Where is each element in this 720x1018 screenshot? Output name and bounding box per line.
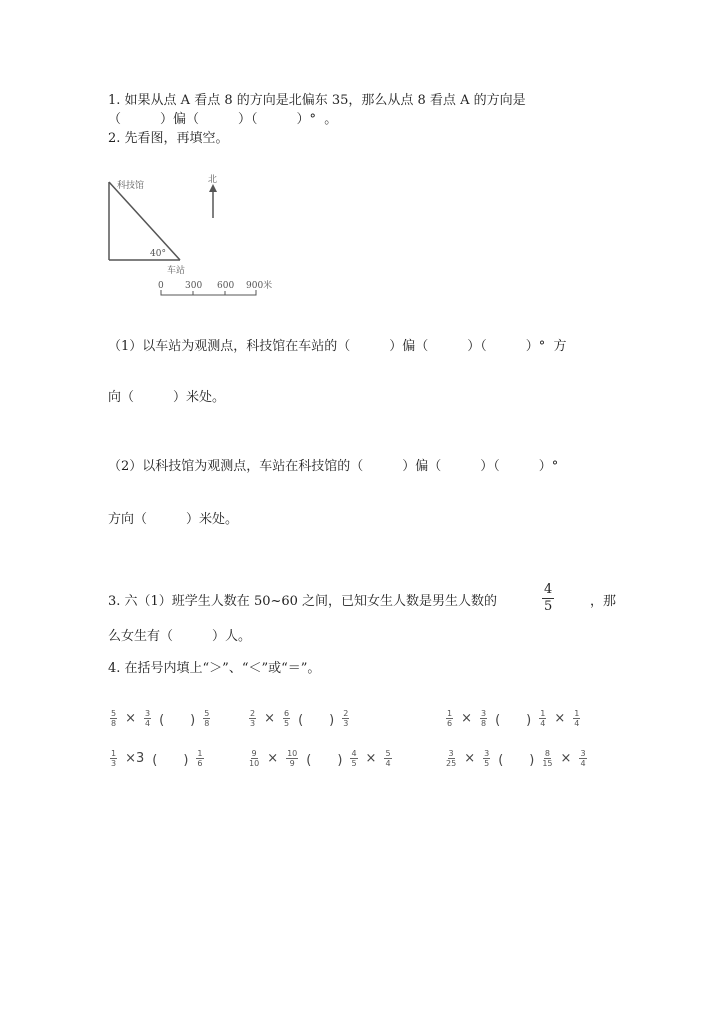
- denominator: 25: [446, 759, 457, 768]
- numerator: 5: [111, 709, 117, 718]
- q4-title: 4. 在括号内填上“＞”、“＜”或“＝”。: [108, 661, 321, 676]
- answer-blank[interactable]: ( ): [159, 713, 196, 728]
- fraction: [446, 749, 456, 768]
- denominator: 4: [574, 719, 580, 728]
- denominator: 4: [385, 759, 391, 768]
- comparison-item: [106, 709, 214, 728]
- denominator: 4: [540, 719, 546, 728]
- denominator: 5: [544, 599, 553, 614]
- numerator: 5: [385, 749, 391, 758]
- fraction: [573, 709, 580, 728]
- fraction: [144, 709, 151, 728]
- denominator: 5: [284, 719, 290, 728]
- times-sign: ×: [554, 711, 566, 726]
- comparison-item: [106, 749, 208, 768]
- fraction: [579, 749, 586, 768]
- times-sign: ×: [461, 711, 472, 726]
- fraction: [384, 749, 391, 768]
- answer-blank[interactable]: ( ): [306, 753, 343, 768]
- fraction: [539, 709, 546, 728]
- denominator: 3: [111, 759, 117, 768]
- answer-blank[interactable]: ( ): [495, 713, 532, 728]
- fraction: [249, 749, 259, 768]
- fraction: [342, 709, 349, 728]
- station-label: 车站: [167, 266, 186, 276]
- north-label: 北: [208, 175, 218, 185]
- direction-diagram: [105, 170, 305, 300]
- denominator: 8: [111, 719, 117, 728]
- answer-blank[interactable]: ( ): [298, 713, 335, 728]
- numerator: 3: [481, 709, 487, 718]
- numerator: 1: [574, 709, 580, 718]
- times-three: ×3: [125, 751, 145, 766]
- scale-label: 300: [185, 281, 203, 291]
- denominator: 8: [204, 719, 210, 728]
- q2-part1-line2: 向（ ）米处。: [108, 390, 226, 405]
- comparison-item: [245, 709, 353, 728]
- numerator: 1: [540, 709, 546, 718]
- denominator: 5: [484, 759, 490, 768]
- numerator: 8: [544, 749, 550, 758]
- numerator: 1: [197, 749, 203, 758]
- denominator: 4: [580, 759, 586, 768]
- q2-part2-line1: （2）以科技馆为观测点，车站在科技馆的（ ）偏（ ）（ ）°: [108, 459, 559, 474]
- fraction: [350, 749, 357, 768]
- numerator: 4: [351, 749, 357, 758]
- fraction: [283, 709, 290, 728]
- comparison-item: [442, 749, 591, 768]
- comparison-item: [442, 709, 584, 728]
- fraction: [542, 749, 552, 768]
- fraction: [480, 709, 487, 728]
- answer-blank[interactable]: ( ): [498, 753, 535, 768]
- times-sign: ×: [464, 751, 476, 766]
- fraction: [483, 749, 490, 768]
- q3-line2: 么女生有（ ）人。: [108, 629, 252, 644]
- numerator: 2: [343, 709, 349, 718]
- numerator: 3: [484, 749, 490, 758]
- denominator: 6: [197, 759, 203, 768]
- numerator: 5: [204, 709, 210, 718]
- numerator: 1: [447, 709, 453, 718]
- scale-label: 900米: [246, 281, 273, 291]
- numerator: 2: [250, 709, 256, 718]
- denominator: 15: [542, 759, 553, 768]
- numerator: 3: [580, 749, 586, 758]
- q3-fraction: [542, 582, 554, 615]
- fraction: [196, 749, 203, 768]
- numerator: 9: [251, 749, 257, 758]
- denominator: 8: [481, 719, 487, 728]
- q2-part1-line1: （1）以车站为观测点，科技馆在车站的（ ）偏（ ）（ ）° 方: [108, 339, 567, 354]
- q1-line2: （ ）偏（ ）（ ）° 。: [108, 112, 338, 127]
- fraction: [249, 709, 256, 728]
- numerator: 10: [287, 749, 298, 758]
- q1-line1: 1. 如果从点 A 看点 8 的方向是北偏东 35，那么从点 8 看点 A 的方向是: [108, 93, 526, 108]
- times-sign: ×: [365, 751, 377, 766]
- fraction: [110, 709, 117, 728]
- fraction: [203, 709, 210, 728]
- angle-label: 40°: [150, 249, 166, 259]
- q2-title: 2. 先看图，再填空。: [108, 131, 229, 146]
- numerator: 6: [284, 709, 290, 718]
- denominator: 9: [289, 759, 295, 768]
- numerator: 3: [145, 709, 151, 718]
- denominator: 6: [447, 719, 453, 728]
- times-sign: ×: [267, 751, 279, 766]
- scale-label: 0: [158, 281, 164, 291]
- fraction: [446, 709, 453, 728]
- fraction: [286, 749, 298, 768]
- denominator: 5: [351, 759, 357, 768]
- q2-part2-line2: 方向（ ）米处。: [108, 512, 239, 527]
- times-sign: ×: [560, 751, 572, 766]
- comparison-item: [245, 749, 396, 768]
- denominator: 3: [343, 719, 349, 728]
- q3-line1: 3. 六（1）班学生人数在 50~60 之间，已知女生人数是男生人数的: [108, 594, 498, 609]
- scale-label: 600: [217, 281, 235, 291]
- denominator: 3: [250, 719, 256, 728]
- denominator: 10: [249, 759, 260, 768]
- numerator: 1: [111, 749, 117, 758]
- denominator: 4: [145, 719, 151, 728]
- q3-tail: ，那: [590, 594, 617, 609]
- answer-blank[interactable]: ( ): [152, 753, 189, 768]
- numerator: 3: [448, 749, 454, 758]
- fraction: [110, 749, 117, 768]
- numerator: 4: [544, 582, 553, 597]
- museum-label: 科技馆: [117, 181, 145, 191]
- times-sign: ×: [264, 711, 275, 726]
- times-sign: ×: [125, 711, 136, 726]
